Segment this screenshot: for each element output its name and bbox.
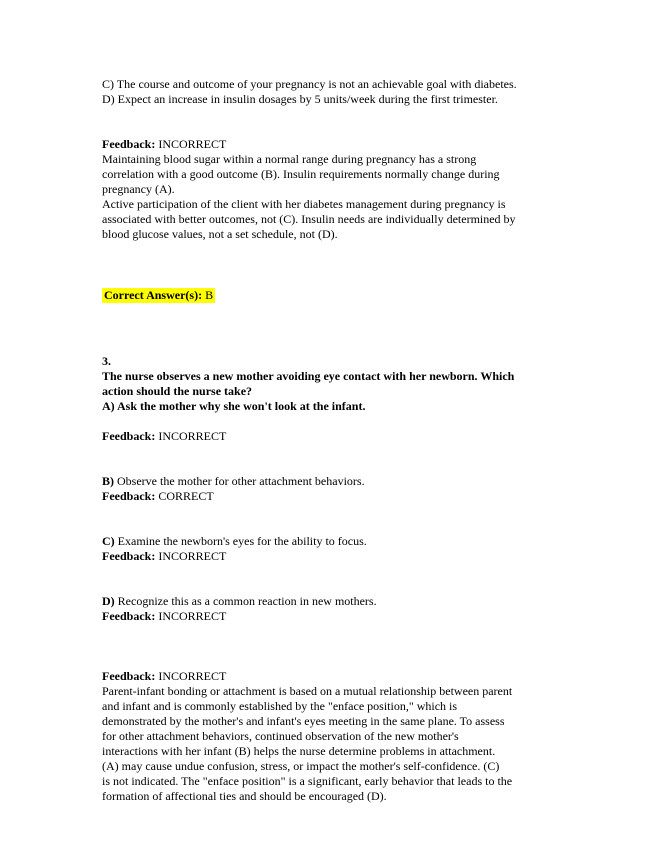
q2-rationale-line: correlation with a good outcome (B). Insulin requirements normally change during bbox=[102, 167, 500, 181]
feedback-line bbox=[102, 549, 562, 564]
feedback-line bbox=[102, 669, 562, 684]
feedback-value: INCORRECT bbox=[155, 609, 227, 623]
q2-correct-answer bbox=[102, 288, 562, 303]
feedback-line bbox=[102, 489, 562, 504]
feedback-line bbox=[102, 429, 562, 444]
feedback-label: Feedback: bbox=[102, 429, 156, 443]
feedback-label: Feedback: bbox=[102, 549, 156, 563]
feedback-value: CORRECT bbox=[155, 489, 214, 503]
option-text: Examine the newborn's eyes for the ability to focus. bbox=[114, 534, 367, 548]
feedback-value: INCORRECT bbox=[155, 137, 227, 151]
q3-option-a: A) Ask the mother why she won't look at the infant. bbox=[102, 399, 366, 413]
question-stem: The nurse observes a new mother avoiding eye contact with her newborn. Which bbox=[102, 369, 515, 383]
question-stem: action should the nurse take? bbox=[102, 384, 253, 398]
question-number: 3. bbox=[102, 354, 111, 368]
q3-rationale-line: and infant and is commonly established by the "enface position," which is bbox=[102, 699, 458, 713]
feedback-value: INCORRECT bbox=[155, 549, 227, 563]
q2-rationale-line: Active participation of the client with her diabetes management during pregnancy is bbox=[102, 197, 506, 211]
correct-answer-highlight bbox=[102, 288, 215, 303]
q3-rationale-line: (A) may cause undue confusion, stress, or impact the mother's self-confidence. (C) bbox=[102, 759, 500, 773]
q3-rationale-line: interactions with her infant (B) helps the nurse determine problems in attachment. bbox=[102, 744, 496, 758]
q3-rationale-line: is not indicated. The "enface position" is a significant, early behavior that leads to the bbox=[102, 774, 513, 788]
q2-options bbox=[102, 77, 562, 107]
q3-option-d bbox=[102, 594, 562, 609]
q3-rationale-line: Parent-infant bonding or attachment is based on a mutual relationship between parent bbox=[102, 684, 513, 698]
feedback-value: INCORRECT bbox=[155, 669, 227, 683]
q2-rationale-line: Maintaining blood sugar within a normal range during pregnancy has a strong bbox=[102, 152, 477, 166]
feedback-line bbox=[102, 609, 562, 624]
q3-final-feedback bbox=[102, 669, 562, 804]
feedback-label: Feedback: bbox=[102, 489, 156, 503]
q2-rationale-line: blood glucose values, not a set schedule, not (D). bbox=[102, 227, 338, 241]
q3-option-d-block bbox=[102, 594, 562, 624]
q2-feedback-line bbox=[102, 137, 562, 152]
option-text: Recognize this as a common reaction in new mothers. bbox=[114, 594, 377, 608]
q2-rationale-line: pregnancy (A). bbox=[102, 182, 175, 196]
q3-option-b-block bbox=[102, 474, 562, 504]
q2-rationale-line: associated with better outcomes, not (C). Insulin needs are individually determined by bbox=[102, 212, 516, 226]
option-letter: C) bbox=[102, 534, 115, 548]
feedback-value: INCORRECT bbox=[155, 429, 227, 443]
q3-question bbox=[102, 354, 562, 414]
q3-option-c bbox=[102, 534, 562, 549]
correct-answer-value: B bbox=[202, 288, 214, 302]
option-letter: D) bbox=[102, 594, 115, 608]
correct-answer-label: Correct Answer(s): bbox=[104, 288, 203, 302]
q3-rationale-line: demonstrated by the mother's and infant's eyes meeting in the same plane. To assess bbox=[102, 714, 505, 728]
option-letter: B) bbox=[102, 474, 114, 488]
q3-option-c-block bbox=[102, 534, 562, 564]
feedback-label: Feedback: bbox=[102, 137, 156, 151]
feedback-label: Feedback: bbox=[102, 609, 156, 623]
q3-rationale-line: formation of affectional ties and should be encouraged (D). bbox=[102, 789, 387, 803]
option-text: Observe the mother for other attachment behaviors. bbox=[114, 474, 365, 488]
q3-feedback-a bbox=[102, 429, 562, 444]
q2-option-d: D) Expect an increase in insulin dosages by 5 units/week during the first trimester. bbox=[102, 92, 498, 106]
q3-rationale-line: for other attachment behaviors, continued observation of the new mother's bbox=[102, 729, 459, 743]
q2-option-c: C) The course and outcome of your pregnancy is not an achievable goal with diabetes. bbox=[102, 77, 517, 91]
feedback-label: Feedback: bbox=[102, 669, 156, 683]
q2-feedback bbox=[102, 137, 562, 242]
q3-option-b bbox=[102, 474, 562, 489]
